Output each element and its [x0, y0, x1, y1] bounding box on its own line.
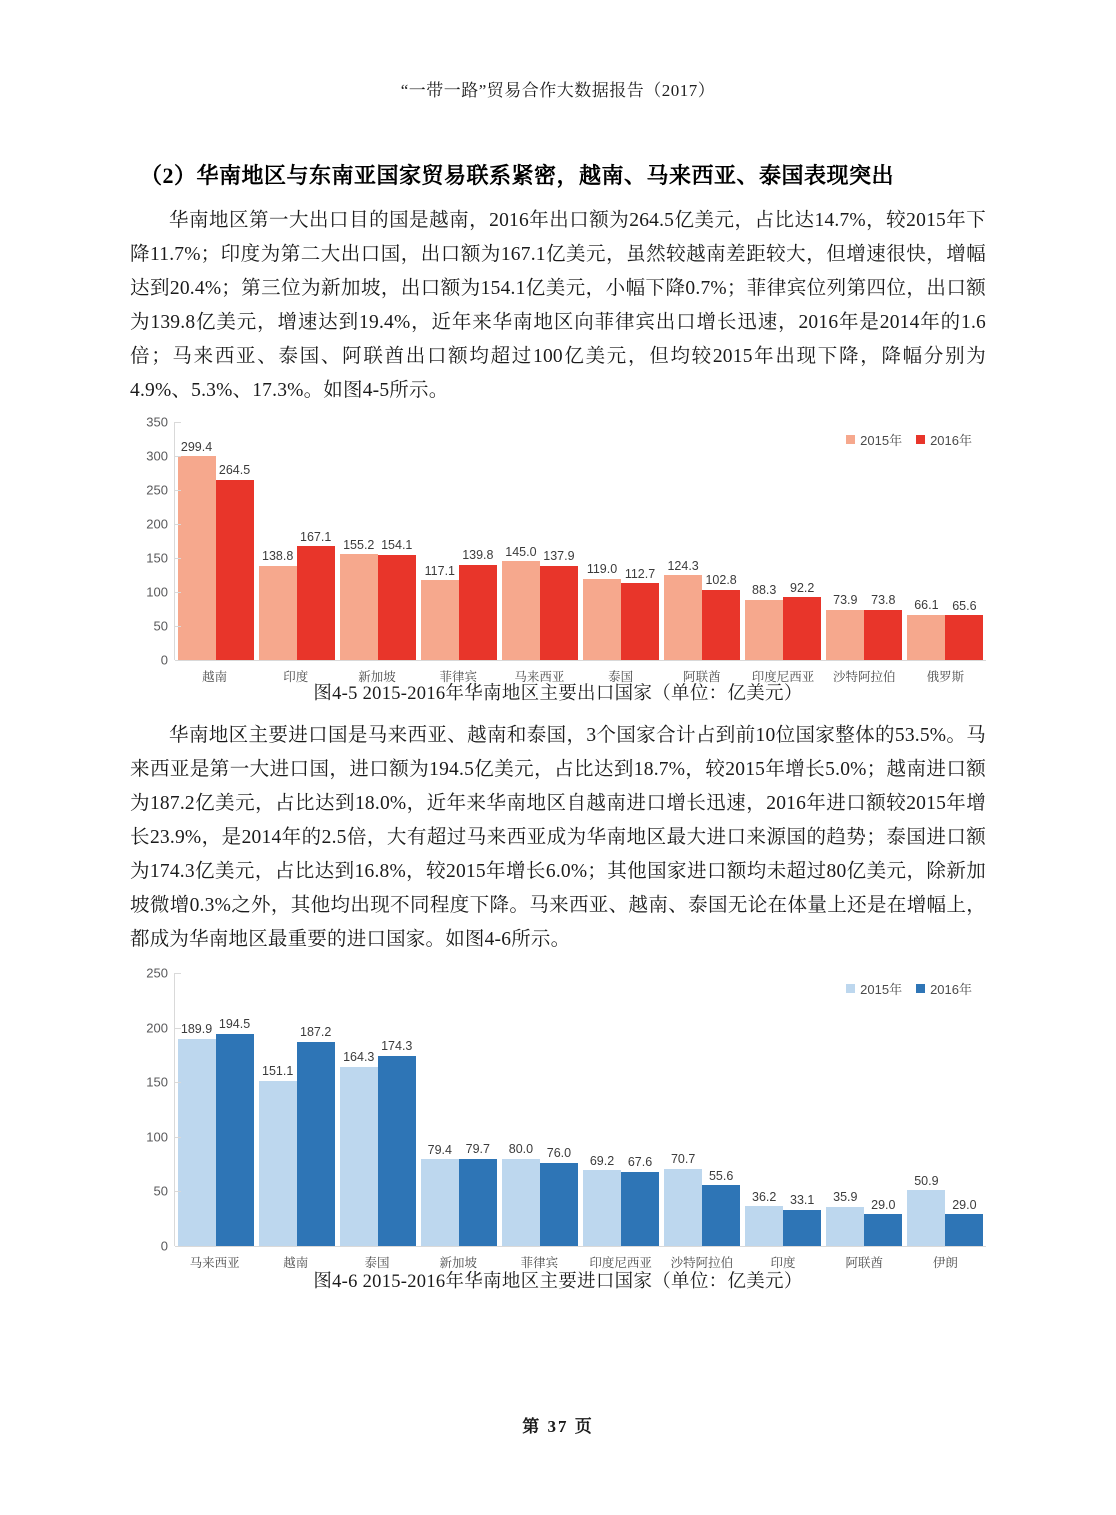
bar-value-label: 139.8 [462, 548, 494, 563]
bar-slot [907, 973, 945, 1246]
gridline [175, 558, 181, 559]
bar-2016年 [540, 549, 578, 660]
bar-2015年 [421, 1142, 459, 1246]
x-axis-label: 菲律宾 [439, 670, 477, 684]
bar-2015年 [664, 558, 702, 660]
bar-value-label: 102.8 [705, 573, 737, 588]
bar-slot [826, 973, 864, 1246]
plot-area-import [174, 973, 986, 1246]
bar-value-label: 151.1 [262, 1064, 294, 1079]
bar-value-label: 79.4 [427, 1142, 452, 1157]
bar-group [418, 422, 499, 660]
bar-group [175, 422, 256, 660]
bar-slot [216, 422, 254, 660]
bar-value-label: 92.2 [790, 580, 815, 595]
bar-2015年 [907, 598, 945, 660]
bar-2016年 [945, 1197, 983, 1246]
x-axis-label: 伊朗 [932, 1256, 958, 1270]
bar-slot [702, 973, 740, 1246]
bar-slot [583, 422, 621, 660]
bar-group [824, 973, 905, 1246]
gridline [175, 626, 181, 627]
bar-2015年 [826, 1190, 864, 1246]
bar-2015年 [178, 1021, 216, 1246]
bar-value-label: 36.2 [752, 1189, 777, 1204]
x-axis-label: 泰国 [364, 1256, 390, 1270]
bar-value-label: 88.3 [752, 583, 777, 598]
bar-value-label: 69.2 [589, 1153, 615, 1168]
x-axis-label: 阿联酋 [845, 1256, 883, 1270]
export-bar-chart [130, 414, 986, 684]
bar-value-label: 112.7 [624, 566, 656, 581]
gridline [175, 1082, 181, 1083]
bar-2016年 [378, 538, 416, 660]
bar-value-label: 50.9 [914, 1173, 939, 1188]
y-axis-tick: 150 [146, 1074, 168, 1090]
bar-slot [540, 422, 578, 660]
bar-slot [583, 973, 621, 1246]
bar-value-label: 164.3 [343, 1049, 375, 1064]
bar-slot [297, 973, 335, 1246]
x-axis-label: 越南 [202, 670, 228, 684]
x-axis-label: 俄罗斯 [926, 670, 965, 684]
gridline [175, 456, 181, 457]
bar-2015年 [745, 583, 783, 660]
bar-group [256, 422, 337, 660]
bar-slot [259, 422, 297, 660]
bar-slot [178, 973, 216, 1246]
bar-group [905, 422, 986, 660]
bar-value-label: 73.8 [871, 593, 896, 608]
bar-slot [540, 973, 578, 1246]
bar-slot [702, 422, 740, 660]
bar-value-label: 137.9 [543, 549, 575, 564]
bar-2015年 [664, 1152, 702, 1246]
bar-2016年 [459, 548, 497, 660]
bar-value-label: 73.9 [833, 593, 858, 607]
bar-value-label: 124.3 [667, 558, 699, 573]
bar-2016年 [702, 1168, 740, 1246]
bar-group [662, 973, 743, 1246]
y-axis-tick: 50 [153, 618, 168, 634]
bar-2015年 [907, 1173, 945, 1246]
gridline [175, 422, 181, 423]
bar-group [905, 973, 986, 1246]
bar-value-label: 155.2 [343, 537, 375, 552]
y-axis-tick: 50 [153, 1183, 168, 1199]
bar-value-label: 55.6 [708, 1168, 734, 1183]
x-axis-label: 菲律宾 [520, 1256, 559, 1270]
figure-4-6 [130, 965, 986, 1293]
axis-baseline [175, 660, 986, 661]
axis-baseline [175, 1246, 986, 1247]
bar-value-label: 264.5 [218, 463, 251, 478]
bar-slot [459, 422, 497, 660]
bar-2015年 [340, 1049, 378, 1246]
gridline [175, 973, 181, 974]
x-axis-label: 印度尼西亚 [751, 670, 815, 684]
x-axis-label: 新加坡 [439, 1256, 477, 1270]
bar-value-label: 299.4 [180, 439, 213, 454]
bar-slot [783, 422, 821, 660]
plot-area-export [174, 422, 986, 660]
bar-2015年 [178, 439, 216, 660]
bar-value-label: 145.0 [505, 544, 537, 559]
bar-2016年 [621, 1155, 659, 1246]
bar-group [499, 973, 580, 1246]
bar-2016年 [783, 580, 821, 660]
bar-2016年 [216, 463, 254, 660]
bar-value-label: 29.0 [871, 1197, 896, 1212]
bar-slot [945, 973, 983, 1246]
bar-2016年 [297, 529, 335, 660]
x-axis-label: 印度 [770, 1256, 796, 1270]
bar-2016年 [297, 1024, 335, 1246]
bar-slot [745, 422, 783, 660]
bar-slot [340, 422, 378, 660]
bar-2016年 [945, 598, 983, 660]
bar-value-label: 80.0 [508, 1141, 534, 1156]
y-axis-tick: 100 [146, 584, 168, 600]
figure-caption-4-6: 图4-6 2015-2016年华南地区主要进口国家（单位：亿美元） [313, 1272, 803, 1292]
bar-value-label: 174.3 [381, 1038, 413, 1053]
bar-value-label: 167.1 [300, 529, 332, 544]
bar-2016年 [216, 1016, 254, 1246]
y-axis-tick: 200 [146, 516, 168, 532]
bar-value-label: 189.9 [180, 1021, 213, 1036]
bar-slot [421, 973, 459, 1246]
bar-2015年 [502, 544, 540, 660]
bar-slot [378, 973, 416, 1246]
gridline [175, 592, 181, 593]
y-axis-tick: 0 [160, 1238, 168, 1254]
gridline [175, 524, 181, 525]
bar-2016年 [783, 1193, 821, 1246]
legend-label: 2016年 [930, 982, 972, 997]
bar-slot [259, 973, 297, 1246]
gridline [175, 490, 181, 491]
bar-value-label: 70.7 [670, 1152, 696, 1167]
bar-slot [664, 973, 702, 1246]
bar-group [743, 422, 824, 660]
bar-group [580, 422, 661, 660]
bar-slot [783, 973, 821, 1246]
section-heading: （2）华南地区与东南亚国家贸易联系紧密，越南、马来西亚、泰国表现突出 [140, 163, 895, 188]
x-axis-label: 阿联酋 [683, 670, 721, 684]
bar-slot [178, 422, 216, 660]
x-axis-label: 泰国 [608, 670, 634, 684]
legend-label: 2016年 [930, 433, 972, 448]
x-axis-label: 新加坡 [358, 670, 396, 684]
running-head: “一带一路”贸易合作大数据报告（2017） [400, 81, 716, 100]
bar-value-label: 76.0 [546, 1146, 572, 1161]
bar-value-label: 67.6 [627, 1155, 653, 1170]
x-axis-label: 沙特阿拉伯 [670, 1256, 734, 1270]
bar-2015年 [259, 548, 297, 660]
bar-group [256, 973, 337, 1246]
bar-value-label: 29.0 [952, 1197, 977, 1212]
bar-slot [864, 422, 902, 660]
bar-slot [907, 422, 945, 660]
y-axis-import [130, 965, 174, 1254]
bar-value-label: 154.1 [381, 538, 413, 553]
bar-group [418, 973, 499, 1246]
gridline [175, 1028, 181, 1029]
bar-group [580, 973, 661, 1246]
bar-slot [216, 973, 254, 1246]
bar-value-label: 119.0 [586, 562, 618, 577]
bar-2015年 [583, 1153, 621, 1246]
figure-caption-4-5: 图4-5 2015-2016年华南地区主要出口国家（单位：亿美元） [313, 684, 803, 704]
gridline [175, 1137, 181, 1138]
bar-group [824, 422, 905, 660]
y-axis-tick: 250 [146, 482, 168, 498]
import-bar-chart [130, 965, 986, 1270]
bar-value-label: 138.8 [262, 548, 294, 563]
bar-value-label: 33.1 [790, 1193, 815, 1208]
bar-value-label: 194.5 [218, 1016, 251, 1031]
bar-groups-import [175, 973, 986, 1246]
x-axis-label: 印度 [283, 670, 309, 684]
y-axis-tick: 150 [146, 550, 168, 566]
bar-group [743, 973, 824, 1246]
y-axis-tick: 0 [160, 652, 168, 668]
bar-2016年 [540, 1146, 578, 1246]
x-axis-label: 沙特阿拉伯 [832, 670, 896, 684]
bar-value-label: 117.1 [424, 563, 456, 578]
bar-2015年 [583, 562, 621, 660]
bar-groups-export [175, 422, 986, 660]
bar-value-label: 65.6 [952, 598, 977, 613]
y-axis-tick: 250 [146, 965, 168, 981]
bar-2016年 [864, 1197, 902, 1246]
bar-group [337, 422, 418, 660]
figure-4-5 [130, 414, 986, 705]
legend-label: 2015年 [860, 433, 903, 448]
bar-2015年 [826, 593, 864, 660]
bar-slot [745, 973, 783, 1246]
x-axis-label: 马来西亚 [514, 670, 565, 684]
bar-slot [340, 973, 378, 1246]
bar-slot [664, 422, 702, 660]
bar-group [499, 422, 580, 660]
bar-2016年 [702, 573, 740, 660]
bar-slot [826, 422, 864, 660]
y-axis-tick: 200 [146, 1020, 168, 1036]
bar-2016年 [459, 1142, 497, 1246]
legend-label: 2015年 [860, 982, 903, 997]
bar-group [337, 973, 418, 1246]
y-axis-export [130, 414, 174, 668]
bar-slot [621, 422, 659, 660]
bar-2016年 [378, 1038, 416, 1246]
bar-2015年 [421, 563, 459, 660]
paragraph-export: 华南地区第一大出口目的国是越南，2016年出口额为264.5亿美元，占比达14.7%，较2015年下降11.7%；印度为第二大出口国，出口额为167.1亿美元，虽然较越南差距较大，但增速很快，增幅达到20.4%；第三位为新加坡，出口额为154.1亿美元，小幅下降0.7%；菲律宾位列第四位，出口额为139.8亿美元，增速达到19.4%，近年来华南地区向菲律宾出口增长迅速，2016年是2014年的1.6倍；马来西亚、泰国、阿联酋出口额均超过100亿美元，但均较2015年出现下降，降幅分别为4.9%、5.3%、17.3%。如图4-5所示。 [130, 210, 986, 401]
y-axis-tick: 350 [146, 414, 168, 430]
bar-2016年 [621, 566, 659, 660]
bar-group [175, 973, 256, 1246]
bar-2015年 [259, 1064, 297, 1246]
bar-slot [459, 973, 497, 1246]
bar-value-label: 187.2 [300, 1024, 332, 1039]
y-axis-tick: 300 [146, 448, 168, 464]
x-axis-label: 马来西亚 [189, 1256, 240, 1270]
bar-slot [945, 422, 983, 660]
bar-2015年 [340, 537, 378, 660]
y-axis-tick: 100 [146, 1129, 168, 1145]
bar-value-label: 79.7 [465, 1142, 490, 1157]
bar-slot [621, 973, 659, 1246]
bar-slot [502, 422, 540, 660]
gridline [175, 1191, 181, 1192]
x-axis-export [174, 667, 986, 685]
bar-slot [378, 422, 416, 660]
bar-slot [864, 973, 902, 1246]
bar-slot [502, 973, 540, 1246]
bar-2016年 [864, 593, 902, 660]
bar-value-label: 66.1 [914, 598, 939, 613]
bar-2015年 [745, 1189, 783, 1246]
x-axis-import [174, 1253, 986, 1271]
page-number: 第 37 页 [522, 1417, 594, 1436]
bar-slot [421, 422, 459, 660]
bar-group [662, 422, 743, 660]
x-axis-label: 印度尼西亚 [589, 1256, 652, 1270]
x-axis-label: 越南 [283, 1256, 309, 1270]
paragraph-import: 华南地区主要进口国是马来西亚、越南和泰国，3个国家合计占到前10位国家整体的53.5%。马来西亚是第一大进口国，进口额为194.5亿美元，占比达到18.7%，较2015年增长5.0%；越南进口额为187.2亿美元，占比达到18.0%，近年来华南地区自越南进口增长迅速，2016年进口额较2015年增长23.9%，是2014年的2.5倍，大有超过马来西亚成为华南地区最大进口来源国的趋势；泰国进口额为174.3亿美元，占比达到16.8%，较2015年增长6.0%；其他国家进口额均未超过80亿美元，除新加坡微增0.3%之外，其他均出现不同程度下降。马来西亚、越南、泰国无论在体量上还是在增幅上，都成为华南地区最重要的进口国家。如图4-6所示。 [130, 725, 986, 950]
bar-slot [297, 422, 335, 660]
bar-2015年 [502, 1141, 540, 1246]
bar-value-label: 35.9 [833, 1190, 858, 1205]
